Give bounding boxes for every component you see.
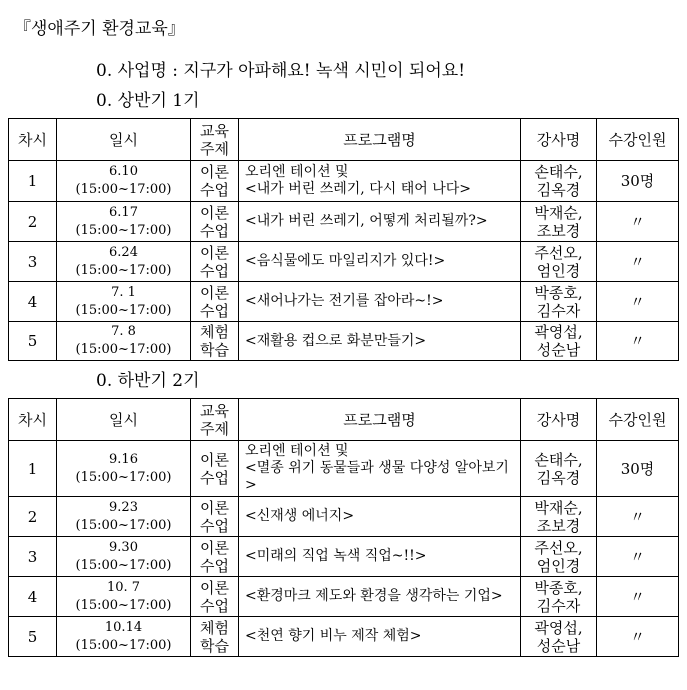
table-row <box>9 617 679 657</box>
capacity: 30명 <box>597 161 679 202</box>
table-header-row <box>9 119 679 161</box>
session-datetime: 6.24 (15:00~17:00) <box>57 242 191 282</box>
program-name: <미래의 직업 녹색 직업~!!> <box>239 537 521 577</box>
instructor-names: 주선오, 엄인경 <box>521 537 597 577</box>
session-topic: 이론 수업 <box>191 202 239 242</box>
instructor-names: 곽영섭, 성순남 <box>521 617 597 657</box>
session-topic: 이론 수업 <box>191 161 239 202</box>
header-instructor: 강사명 <box>521 399 597 441</box>
instructor-names: 박재순, 조보경 <box>521 497 597 537</box>
first-half-heading: 0. 상반기 1기 <box>96 91 200 111</box>
header-capacity: 수강인원 <box>597 119 679 161</box>
table-row <box>9 441 679 497</box>
header-session: 차시 <box>9 399 57 441</box>
second-half-table <box>8 398 679 657</box>
table-row <box>9 161 679 202</box>
header-instructor: 강사명 <box>521 119 597 161</box>
table-row <box>9 202 679 242</box>
session-number: 2 <box>9 202 57 242</box>
table-row <box>9 497 679 537</box>
instructor-names: 박종호, 김수자 <box>521 282 597 322</box>
instructor-names: 손태수, 김옥경 <box>521 161 597 202</box>
header-topic: 교육 주제 <box>191 119 239 161</box>
session-topic: 이론 수업 <box>191 577 239 617</box>
session-datetime: 10. 7 (15:00~17:00) <box>57 577 191 617</box>
second-half-heading: 0. 하반기 2기 <box>96 371 200 391</box>
session-number: 4 <box>9 282 57 322</box>
table-row <box>9 282 679 322</box>
table-row <box>9 322 679 361</box>
capacity: 30명 <box>597 441 679 497</box>
instructor-names: 박종호, 김수자 <box>521 577 597 617</box>
instructor-names: 박재순, 조보경 <box>521 202 597 242</box>
session-topic: 체험 학습 <box>191 322 239 361</box>
session-number: 1 <box>9 441 57 497</box>
program-name: <환경마크 제도와 환경을 생각하는 기업> <box>239 577 521 617</box>
session-datetime: 9.30 (15:00~17:00) <box>57 537 191 577</box>
instructor-names: 손태수, 김옥경 <box>521 441 597 497</box>
session-number: 3 <box>9 242 57 282</box>
program-name: 오리엔 테이션 및 <내가 버린 쓰레기, 다시 태어 나다> <box>239 161 521 202</box>
capacity: 〃 <box>597 282 679 322</box>
capacity: 〃 <box>597 617 679 657</box>
table-row <box>9 577 679 617</box>
header-datetime: 일시 <box>57 119 191 161</box>
program-name: <재활용 컵으로 화분만들기> <box>239 322 521 361</box>
session-number: 4 <box>9 577 57 617</box>
instructor-names: 주선오, 엄인경 <box>521 242 597 282</box>
capacity: 〃 <box>597 202 679 242</box>
header-capacity: 수강인원 <box>597 399 679 441</box>
table-row <box>9 537 679 577</box>
session-topic: 이론 수업 <box>191 282 239 322</box>
session-topic: 이론 수업 <box>191 537 239 577</box>
session-datetime: 6.17 (15:00~17:00) <box>57 202 191 242</box>
session-datetime: 6.10 (15:00~17:00) <box>57 161 191 202</box>
header-topic: 교육 주제 <box>191 399 239 441</box>
header-program: 프로그램명 <box>239 399 521 441</box>
header-program: 프로그램명 <box>239 119 521 161</box>
header-session: 차시 <box>9 119 57 161</box>
session-number: 1 <box>9 161 57 202</box>
header-datetime: 일시 <box>57 399 191 441</box>
program-name: <천연 향기 비누 제작 체험> <box>239 617 521 657</box>
capacity: 〃 <box>597 322 679 361</box>
session-datetime: 9.16 (15:00~17:00) <box>57 441 191 497</box>
program-name: <음식물에도 마일리지가 있다!> <box>239 242 521 282</box>
capacity: 〃 <box>597 537 679 577</box>
program-name: <신재생 에너지> <box>239 497 521 537</box>
program-name: 오리엔 테이션 및 <멸종 위기 동물들과 생물 다양성 알아보기> <box>239 441 521 497</box>
program-name: <내가 버린 쓰레기, 어떻게 처리될까?> <box>239 202 521 242</box>
session-topic: 체험 학습 <box>191 617 239 657</box>
instructor-names: 곽영섭, 성순남 <box>521 322 597 361</box>
session-datetime: 7. 1 (15:00~17:00) <box>57 282 191 322</box>
session-number: 5 <box>9 617 57 657</box>
capacity: 〃 <box>597 242 679 282</box>
session-datetime: 7. 8 (15:00~17:00) <box>57 322 191 361</box>
session-topic: 이론 수업 <box>191 441 239 497</box>
document-title: 『생애주기 환경교육』 <box>14 19 185 39</box>
table-header-row <box>9 399 679 441</box>
session-topic: 이론 수업 <box>191 497 239 537</box>
session-number: 5 <box>9 322 57 361</box>
program-name: <새어나가는 전기를 잡아라~!> <box>239 282 521 322</box>
session-datetime: 9.23 (15:00~17:00) <box>57 497 191 537</box>
project-name-line: 0. 사업명 : 지구가 아파해요! 녹색 시민이 되어요! <box>96 61 466 81</box>
session-number: 3 <box>9 537 57 577</box>
table-row <box>9 242 679 282</box>
capacity: 〃 <box>597 497 679 537</box>
session-datetime: 10.14 (15:00~17:00) <box>57 617 191 657</box>
session-number: 2 <box>9 497 57 537</box>
first-half-table <box>8 118 679 361</box>
session-topic: 이론 수업 <box>191 242 239 282</box>
capacity: 〃 <box>597 577 679 617</box>
